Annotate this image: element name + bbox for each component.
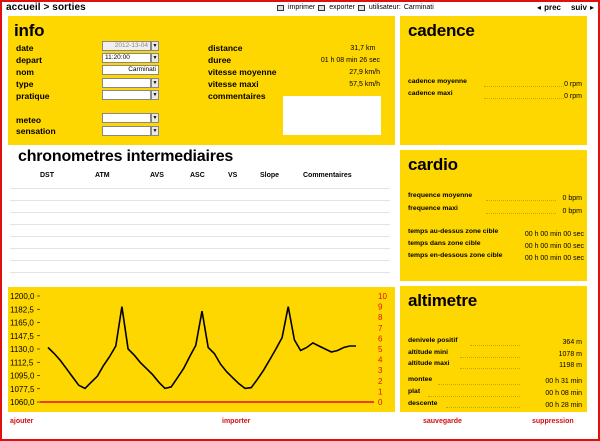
duree-value: 01 h 08 min 26 sec xyxy=(320,57,380,64)
temps-dans-value: 00 h 00 min 00 sec xyxy=(524,243,584,250)
altimetre-panel xyxy=(400,286,587,412)
chrono-panel xyxy=(8,148,395,283)
prev-button[interactable]: prec xyxy=(544,3,561,12)
distance-unit: km xyxy=(366,45,376,52)
export-link[interactable]: exporter xyxy=(329,4,355,11)
pratique-dropdown-icon[interactable]: ▼ xyxy=(152,92,158,98)
prev-arrow-icon[interactable]: ◂ xyxy=(537,3,542,12)
altitude-mini-label: altitude mini xyxy=(408,349,449,356)
cadence-moyenne-value: 0 rpm xyxy=(564,81,582,88)
save-button[interactable]: sauvegarde xyxy=(423,418,462,425)
duree-label: duree xyxy=(208,55,232,65)
nom-label: nom xyxy=(16,67,34,77)
date-label: date xyxy=(16,43,34,53)
right-axis-tick: 9 xyxy=(378,302,383,312)
col-vs[interactable]: VS xyxy=(228,172,238,179)
right-axis-tick: 5 xyxy=(378,345,383,354)
next-arrow-icon[interactable]: ▸ xyxy=(589,3,594,12)
montee-value: 00 h 31 min xyxy=(545,378,582,385)
user-name: Carminati xyxy=(403,4,434,11)
date-picker-icon[interactable]: ▼ xyxy=(152,43,158,49)
col-dst[interactable]: DST xyxy=(40,172,54,179)
altitude-maxi-value: 1198 m xyxy=(559,362,582,369)
comments-textarea[interactable] xyxy=(283,96,381,135)
left-axis-tick: 1077,5 xyxy=(10,384,35,394)
depart-spinner-icon[interactable]: ▼ xyxy=(152,55,158,61)
montee-leader xyxy=(438,384,520,385)
frequence-maxi-value: 0 bpm xyxy=(562,208,582,215)
cadence-moyenne-label: cadence moyenne xyxy=(408,78,467,85)
temps-au-dessus-label: temps au-dessus zone cible xyxy=(408,228,499,235)
depart-label: depart xyxy=(16,55,42,65)
denivele-positif-value: 364 m xyxy=(562,339,582,346)
vitesse-maxi-value: 57,5 km/h xyxy=(349,81,380,88)
col-atm[interactable]: ATM xyxy=(95,172,110,179)
right-axis-tick: 4 xyxy=(378,355,383,365)
user-icon xyxy=(358,5,365,11)
frequence-moyenne-value: 0 bpm xyxy=(562,195,582,202)
type-dropdown-icon[interactable]: ▼ xyxy=(152,80,158,86)
cadence-maxi-value: 0 rpm xyxy=(564,93,582,100)
chart-panel xyxy=(8,287,395,412)
altitude-mini-leader xyxy=(460,357,520,358)
plat-label: plat xyxy=(408,388,421,395)
table-row[interactable] xyxy=(10,200,390,201)
frequence-maxi-label: frequence maxi xyxy=(408,205,458,212)
meteo-select[interactable] xyxy=(102,113,151,123)
right-axis-tick: 10 xyxy=(378,292,387,301)
denivele-positif-leader xyxy=(470,345,520,346)
temps-dans-label: temps dans zone cible xyxy=(408,240,481,247)
sensation-label: sensation xyxy=(16,126,56,136)
pratique-select[interactable] xyxy=(102,90,151,100)
descente-leader xyxy=(446,407,520,408)
left-axis-tick: 1200,0 xyxy=(10,292,35,301)
commentaires-label: commentaires xyxy=(208,91,266,101)
right-axis-tick: 7 xyxy=(378,323,383,333)
right-axis-tick: 6 xyxy=(378,334,383,344)
type-select[interactable] xyxy=(102,78,151,88)
sensation-select[interactable] xyxy=(102,126,151,136)
cadence-panel xyxy=(400,16,587,145)
descente-label: descente xyxy=(408,400,438,407)
table-row[interactable] xyxy=(10,224,390,225)
left-axis-tick: 1130,0 xyxy=(10,345,34,354)
sensation-dropdown-icon[interactable]: ▼ xyxy=(152,128,158,134)
vitesse-moyenne-label: vitesse moyenne xyxy=(208,67,277,77)
col-slope[interactable]: Slope xyxy=(260,172,280,179)
next-button[interactable]: suiv xyxy=(570,3,587,12)
table-row[interactable] xyxy=(10,260,390,261)
altitude-maxi-label: altitude maxi xyxy=(408,360,450,367)
depart-field[interactable]: 11:20:00 xyxy=(102,53,151,63)
record-nav xyxy=(537,3,594,12)
right-axis-tick: 0 xyxy=(378,398,383,407)
add-button[interactable]: ajouter xyxy=(10,418,34,425)
distance-label: distance xyxy=(208,43,243,53)
info-title: info xyxy=(14,21,45,40)
vitesse-maxi-label: vitesse maxi xyxy=(208,79,259,89)
plat-leader xyxy=(428,396,520,397)
altitude-mini-value: 1078 m xyxy=(558,351,582,358)
breadcrumb[interactable]: accueil > sorties xyxy=(6,2,86,13)
import-button[interactable]: importer xyxy=(222,418,251,425)
table-row[interactable] xyxy=(10,248,390,249)
left-axis-tick: 1095,0 xyxy=(10,371,35,381)
denivele-positif-label: denivele positif xyxy=(408,337,458,344)
cardio-panel xyxy=(400,150,587,281)
export-icon[interactable] xyxy=(318,5,325,11)
plat-value: 00 h 08 min xyxy=(545,390,582,397)
meteo-label: meteo xyxy=(16,115,42,125)
print-link[interactable]: imprimer xyxy=(288,4,316,11)
altitude-chart xyxy=(8,287,395,412)
altimetre-title: altimetre xyxy=(408,291,478,310)
temps-en-dessous-label: temps en-dessous zone cible xyxy=(408,252,503,259)
table-row[interactable] xyxy=(10,236,390,237)
temps-au-dessus-value: 00 h 00 min 00 sec xyxy=(524,231,584,238)
temps-en-dessous-value: 00 h 00 min 00 sec xyxy=(524,255,584,262)
delete-button[interactable]: suppression xyxy=(532,418,574,425)
left-axis-tick: 1165,0 xyxy=(10,318,34,328)
frequence-moyenne-label: frequence moyenne xyxy=(408,192,473,199)
right-axis-tick: 2 xyxy=(378,376,383,386)
left-axis-tick: 1182,5 xyxy=(10,305,34,315)
altitude-series-line xyxy=(48,307,356,389)
toolbar xyxy=(277,4,434,11)
vitesse-moyenne-value: 27,9 km/h xyxy=(349,69,380,76)
col-asc[interactable]: ASC xyxy=(190,172,205,179)
right-axis-tick: 1 xyxy=(378,387,383,397)
user-label: utilisateur: xyxy=(368,4,401,11)
montee-label: montee xyxy=(408,376,433,383)
cadence-title: cadence xyxy=(408,21,475,40)
left-axis-tick: 1112,5 xyxy=(10,358,34,368)
type-label: type xyxy=(16,79,34,89)
distance-value: 31,7 xyxy=(350,45,364,52)
nom-field[interactable]: Carminati xyxy=(102,65,159,75)
table-row[interactable] xyxy=(10,212,390,213)
cadence-maxi-label: cadence maxi xyxy=(408,90,453,97)
altitude-maxi-leader xyxy=(460,368,520,369)
pratique-label: pratique xyxy=(16,91,50,101)
left-axis-tick: 1060,0 xyxy=(10,398,35,407)
right-axis-tick: 8 xyxy=(378,313,383,323)
table-row[interactable] xyxy=(10,272,390,273)
meteo-dropdown-icon[interactable]: ▼ xyxy=(152,115,158,121)
col-commentaires[interactable]: Commentaires xyxy=(303,172,352,179)
col-avs[interactable]: AVS xyxy=(150,172,164,179)
info-panel xyxy=(8,16,395,145)
printer-icon[interactable] xyxy=(277,5,284,11)
left-axis-tick: 1147,5 xyxy=(10,331,34,341)
chrono-title: chronometres intermediaires xyxy=(18,148,234,165)
cardio-title: cardio xyxy=(408,155,458,174)
descente-value: 00 h 28 min xyxy=(545,402,582,409)
table-row[interactable] xyxy=(10,188,390,189)
right-axis-tick: 3 xyxy=(378,366,383,376)
date-field[interactable]: 2012-13-04 xyxy=(102,41,151,51)
